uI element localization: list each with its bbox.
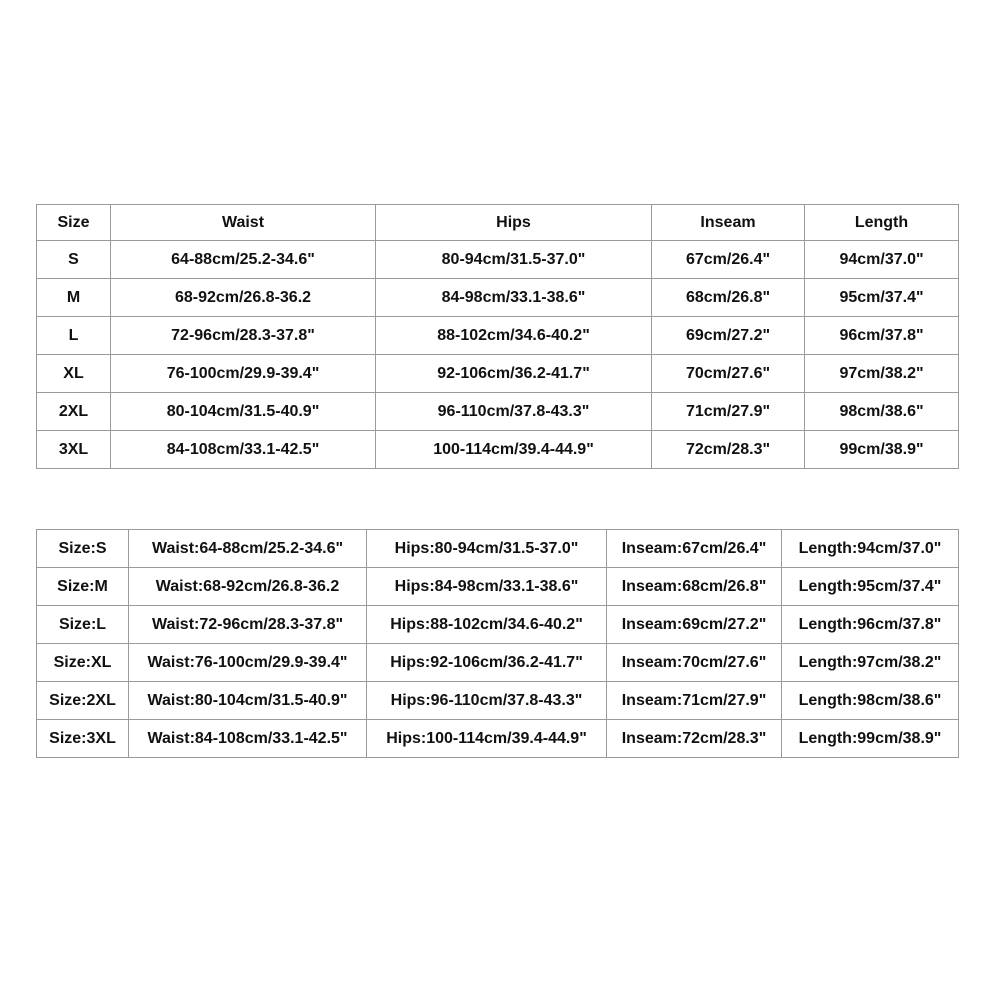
cell-length: 96cm/37.8" xyxy=(805,317,959,355)
cell-size: Size:M xyxy=(37,568,129,606)
table-row xyxy=(37,606,959,644)
cell-length: Length:97cm/38.2" xyxy=(782,644,959,682)
cell-size: L xyxy=(37,317,111,355)
cell-size: Size:2XL xyxy=(37,682,129,720)
cell-size: Size:S xyxy=(37,530,129,568)
cell-length: Length:99cm/38.9" xyxy=(782,720,959,758)
header-hips: Hips xyxy=(376,205,652,241)
cell-inseam: 71cm/27.9" xyxy=(652,393,805,431)
cell-hips: 88-102cm/34.6-40.2" xyxy=(376,317,652,355)
cell-hips: Hips:80-94cm/31.5-37.0" xyxy=(367,530,607,568)
table-row xyxy=(37,530,959,568)
cell-size: Size:L xyxy=(37,606,129,644)
cell-waist: 80-104cm/31.5-40.9" xyxy=(111,393,376,431)
table-row xyxy=(37,317,959,355)
cell-length: Length:94cm/37.0" xyxy=(782,530,959,568)
header-size: Size xyxy=(37,205,111,241)
cell-hips: 96-110cm/37.8-43.3" xyxy=(376,393,652,431)
cell-length: Length:96cm/37.8" xyxy=(782,606,959,644)
size-chart-labeled-table xyxy=(36,529,959,758)
cell-waist: Waist:72-96cm/28.3-37.8" xyxy=(129,606,367,644)
cell-size: M xyxy=(37,279,111,317)
header-inseam: Inseam xyxy=(652,205,805,241)
cell-length: 95cm/37.4" xyxy=(805,279,959,317)
table-row xyxy=(37,241,959,279)
cell-size: S xyxy=(37,241,111,279)
cell-waist: 68-92cm/26.8-36.2 xyxy=(111,279,376,317)
header-waist: Waist xyxy=(111,205,376,241)
table-row xyxy=(37,279,959,317)
cell-inseam: 72cm/28.3" xyxy=(652,431,805,469)
cell-inseam: Inseam:71cm/27.9" xyxy=(607,682,782,720)
table-row xyxy=(37,393,959,431)
cell-inseam: 69cm/27.2" xyxy=(652,317,805,355)
cell-inseam: 67cm/26.4" xyxy=(652,241,805,279)
cell-length: Length:98cm/38.6" xyxy=(782,682,959,720)
cell-hips: 84-98cm/33.1-38.6" xyxy=(376,279,652,317)
cell-inseam: Inseam:68cm/26.8" xyxy=(607,568,782,606)
cell-waist: 84-108cm/33.1-42.5" xyxy=(111,431,376,469)
cell-length: 98cm/38.6" xyxy=(805,393,959,431)
table-header-row xyxy=(37,205,959,241)
cell-length: 97cm/38.2" xyxy=(805,355,959,393)
cell-hips: 80-94cm/31.5-37.0" xyxy=(376,241,652,279)
cell-size: 2XL xyxy=(37,393,111,431)
table-row xyxy=(37,682,959,720)
cell-waist: Waist:80-104cm/31.5-40.9" xyxy=(129,682,367,720)
cell-hips: 92-106cm/36.2-41.7" xyxy=(376,355,652,393)
cell-length: 94cm/37.0" xyxy=(805,241,959,279)
cell-waist: Waist:64-88cm/25.2-34.6" xyxy=(129,530,367,568)
cell-hips: 100-114cm/39.4-44.9" xyxy=(376,431,652,469)
cell-waist: Waist:76-100cm/29.9-39.4" xyxy=(129,644,367,682)
cell-waist: 72-96cm/28.3-37.8" xyxy=(111,317,376,355)
cell-hips: Hips:100-114cm/39.4-44.9" xyxy=(367,720,607,758)
cell-size: Size:3XL xyxy=(37,720,129,758)
cell-waist: 64-88cm/25.2-34.6" xyxy=(111,241,376,279)
header-length: Length xyxy=(805,205,959,241)
cell-size: Size:XL xyxy=(37,644,129,682)
cell-size: XL xyxy=(37,355,111,393)
cell-waist: Waist:84-108cm/33.1-42.5" xyxy=(129,720,367,758)
cell-inseam: 70cm/27.6" xyxy=(652,355,805,393)
cell-size: 3XL xyxy=(37,431,111,469)
table-row xyxy=(37,431,959,469)
cell-hips: Hips:84-98cm/33.1-38.6" xyxy=(367,568,607,606)
cell-waist: 76-100cm/29.9-39.4" xyxy=(111,355,376,393)
cell-length: Length:95cm/37.4" xyxy=(782,568,959,606)
cell-inseam: 68cm/26.8" xyxy=(652,279,805,317)
table-row xyxy=(37,355,959,393)
cell-waist: Waist:68-92cm/26.8-36.2 xyxy=(129,568,367,606)
size-chart-table xyxy=(36,204,959,469)
cell-inseam: Inseam:69cm/27.2" xyxy=(607,606,782,644)
cell-inseam: Inseam:67cm/26.4" xyxy=(607,530,782,568)
cell-length: 99cm/38.9" xyxy=(805,431,959,469)
cell-hips: Hips:88-102cm/34.6-40.2" xyxy=(367,606,607,644)
cell-hips: Hips:92-106cm/36.2-41.7" xyxy=(367,644,607,682)
cell-inseam: Inseam:70cm/27.6" xyxy=(607,644,782,682)
cell-hips: Hips:96-110cm/37.8-43.3" xyxy=(367,682,607,720)
table-row xyxy=(37,644,959,682)
table-row xyxy=(37,720,959,758)
cell-inseam: Inseam:72cm/28.3" xyxy=(607,720,782,758)
table-row xyxy=(37,568,959,606)
